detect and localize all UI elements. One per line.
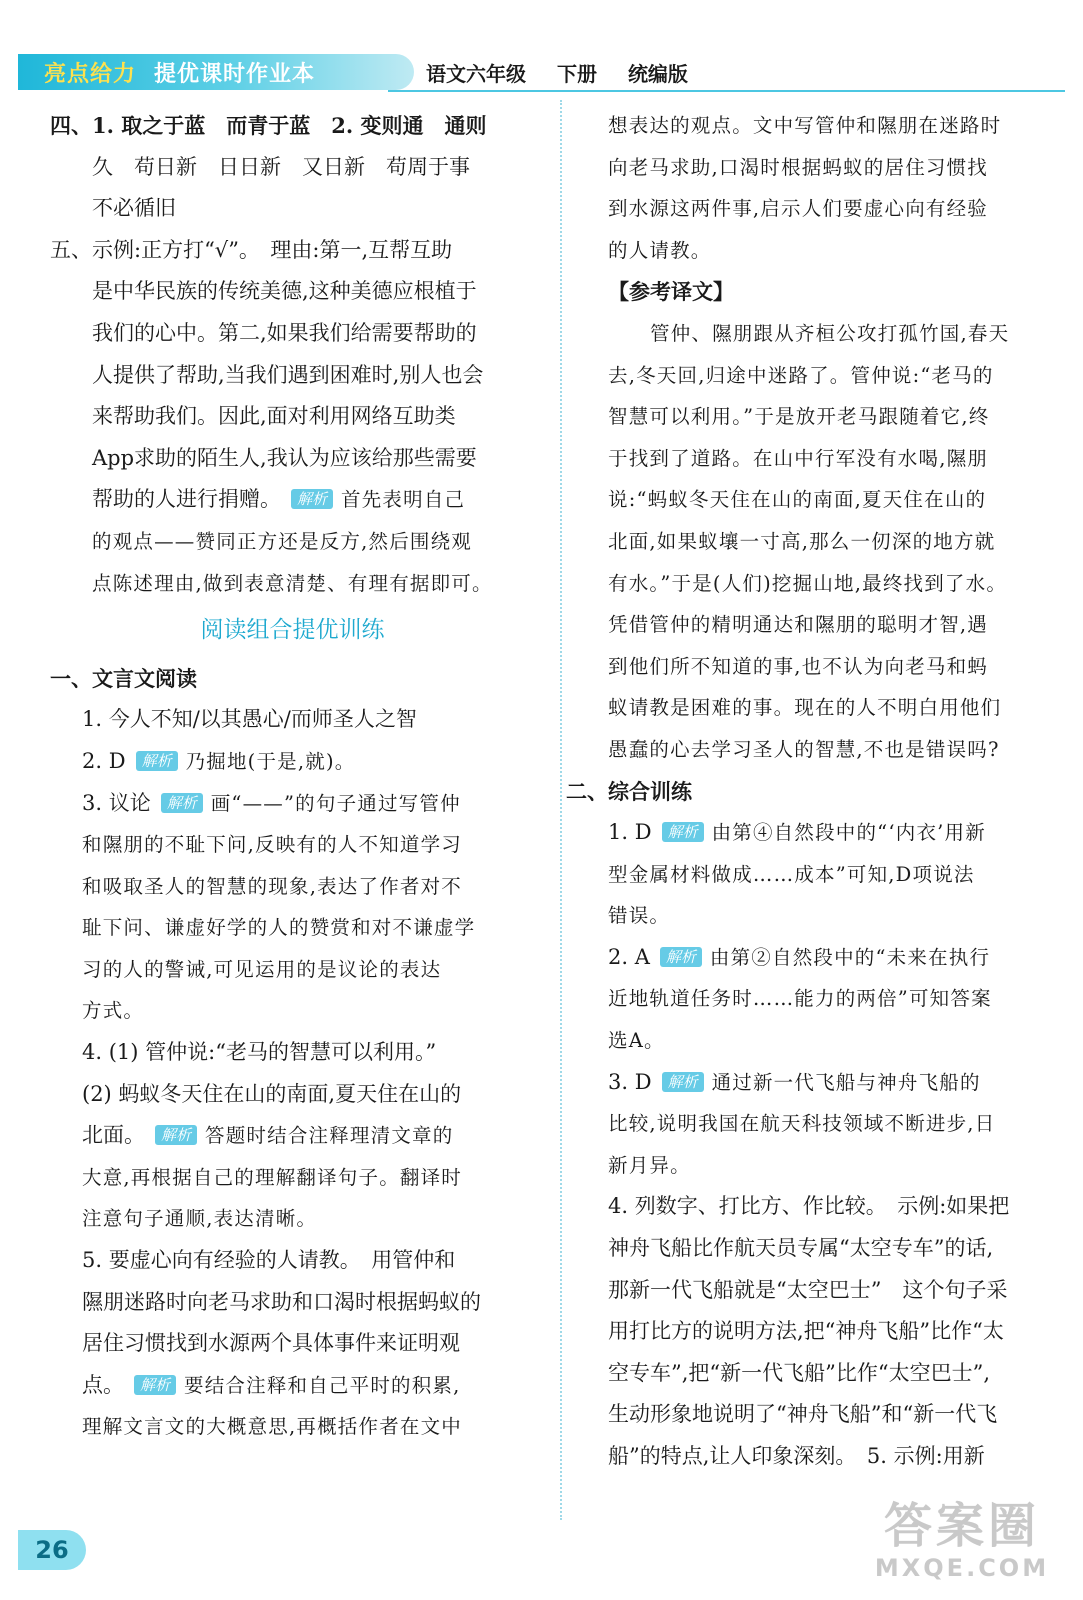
analysis-tag: 解析 (136, 751, 178, 771)
answer-line: 习的人的警诫,可见运用的是议论的表达 (82, 957, 442, 981)
subsection-title: 二、综合训练 (566, 778, 692, 804)
answer-line: 四、1. 取之于蓝 而青于蓝 2. 变则通 通则 (50, 113, 487, 138)
analysis-tag: 解析 (155, 1125, 197, 1145)
translation-title: 【参考译文】 (608, 279, 734, 305)
column-divider (560, 100, 562, 1520)
watermark-logo (862, 1498, 1062, 1590)
translation-line: 说:“蚂蚁冬天住在山的南面,夏天住在山的 (608, 488, 987, 512)
analysis-tag: 解析 (161, 793, 203, 813)
answer-line: 神舟飞船比作航天员专属“太空专车”的话, (608, 1236, 994, 1261)
answer-line: 向老马求助,口渴时根据蚂蚁的居住习惯找 (608, 155, 988, 179)
brand-banner (18, 54, 414, 90)
header-rule (388, 90, 1065, 92)
answer-line: 的观点——赞同正方还是反方,然后围绕观 (92, 529, 472, 553)
book-title: 提优课时作业本 (154, 61, 316, 87)
analysis-tag: 解析 (291, 489, 333, 509)
answer-line: 理解文言文的大概意思,再概括作者在文中 (82, 1415, 462, 1439)
answer-line: 人提供了帮助,当我们遇到困难时,别人也会 (92, 362, 484, 387)
edition-label: 统编版 (627, 62, 688, 86)
right-column (566, 105, 1048, 1478)
answer-line: 北面。 解析 答题时结合注释理清文章的 (82, 1123, 454, 1148)
book-info (426, 58, 712, 87)
analysis-tag: 解析 (134, 1375, 176, 1395)
analysis-tag: 解析 (660, 947, 702, 967)
answer-line: 那新一代飞船就是“太空巴士” 这个句子采 (608, 1277, 1008, 1302)
answer-line: 生动形象地说明了“神舟飞船”和“新一代飞 (608, 1402, 998, 1427)
answer-line: 2. D 解析 乃掘地(于是,就)。 (82, 748, 356, 773)
answer-line: 帮助的人进行捐赠。 解析 首先表明自己 (92, 487, 466, 512)
answer-line: 4. 列数字、打比方、作比较。 示例:如果把 (608, 1194, 1010, 1219)
answer-line: 选A。 (608, 1029, 665, 1053)
watermark-text: 答案圈 (883, 1498, 1040, 1554)
subject-label: 语文六年级 (426, 62, 526, 86)
answer-line: 我们的心中。第二,如果我们给需要帮助的 (92, 320, 477, 345)
answer-line: (2) 蚂蚁冬天住在山的南面,夏天住在山的 (82, 1081, 462, 1106)
page-number: 26 (18, 1530, 86, 1570)
answer-line: 4. (1) 管仲说:“老马的智慧可以利用。” (82, 1040, 437, 1065)
translation-line: 有水。”于是(人们)挖掘山地,最终找到了水。 (608, 571, 1008, 595)
answer-line: 用打比方的说明方法,把“神舟飞船”比作“太 (608, 1319, 1004, 1344)
answer-line: 是中华民族的传统美德,这种美德应根植于 (92, 279, 477, 304)
translation-line: 到他们所不知道的事,也不认为向老马和蚂 (608, 654, 988, 678)
answer-line: 到水源这两件事,启示人们要虚心向有经验 (608, 197, 988, 221)
translation-line: 于找到了道路。在山中行军没有水喝,隰朋 (608, 446, 988, 470)
answer-line: 耻下问、谦虚好学的人的赞赏和对不谦虚学 (82, 916, 476, 940)
analysis-tag: 解析 (662, 822, 704, 842)
translation-line: 管仲、隰朋跟从齐桓公攻打孤竹国,春天 (650, 321, 1010, 345)
section-title: 阅读组合提优训练 (200, 617, 385, 644)
answer-line: 2. A 解析 由第②自然段中的“未来在执行 (608, 944, 991, 969)
volume-label: 下册 (556, 62, 597, 86)
answer-line: 久 苟日新 日日新 又日新 苟周于事 (92, 154, 470, 179)
page-header (18, 50, 1065, 94)
answer-line: 船”的特点,让人印象深刻。 5. 示例:用新 (608, 1444, 985, 1468)
translation-line: 愚蠢的心去学习圣人的智慧,不也是错误吗? (608, 737, 1000, 761)
translation-line: 去,冬天回,归途中迷路了。管仲说:“老马的 (608, 363, 994, 387)
answer-line: 来帮助我们。因此,面对利用网络互助类 (92, 404, 456, 429)
answer-line: 居住习惯找到水源两个具体事件来证明观 (82, 1331, 460, 1356)
translation-line: 蚁请教是困难的事。现在的人不明白用他们 (608, 696, 1002, 720)
answer-line: 3. D 解析 通过新一代飞船与神舟飞船的 (608, 1069, 981, 1094)
translation-line: 北面,如果蚁壤一寸高,那么一仞深的地方就 (608, 529, 996, 553)
answer-line: 型金属材料做成……成本”可知,D项说法 (608, 862, 975, 886)
answer-line: 1. D 解析 由第④自然段中的“‘内衣’用新 (608, 820, 986, 845)
answer-line: 比较,说明我国在航天科技领域不断进步,日 (608, 1112, 996, 1136)
analysis-tag: 解析 (662, 1072, 704, 1092)
answer-line: App求助的陌生人,我认为应该给那些需要 (92, 445, 477, 470)
answer-line: 隰朋迷路时向老马求助和口渴时根据蚂蚁的 (82, 1289, 481, 1314)
left-column (50, 105, 535, 1448)
answer-line: 想表达的观点。文中写管仲和隰朋在迷路时 (608, 114, 1002, 137)
answer-line: 空专车”,把“新一代飞船”比作“太空巴士”, (608, 1360, 991, 1385)
answer-line: 的人请教。 (608, 238, 712, 262)
answer-line: 注意句子通顺,表达清晰。 (82, 1207, 318, 1231)
translation-line: 凭借管仲的精明通达和隰朋的聪明才智,遇 (608, 613, 988, 637)
answer-line: 大意,再根据自己的理解翻译句子。翻译时 (82, 1165, 462, 1189)
answer-line: 点。 解析 要结合注释和自己平时的积累, (82, 1372, 461, 1397)
answer-line: 不必循旧 (92, 196, 176, 221)
answer-line: 五、示例:正方打“√”。 理由:第一,互帮互助 (50, 237, 453, 262)
answer-line: 3. 议论 解析 画“——”的句子通过写管仲 (82, 790, 461, 815)
answer-line: 错误。 (608, 904, 671, 928)
watermark-url: MXQE.COM (874, 1554, 1050, 1582)
answer-line: 和隰朋的不耻下问,反映有的人不知道学习 (82, 833, 462, 857)
answer-line: 方式。 (82, 999, 145, 1023)
answer-line: 近地轨道任务时……能力的两倍”可知答案 (608, 987, 992, 1011)
brand-name: 亮点给力 (44, 61, 137, 87)
answer-line: 5. 要虚心向有经验的人请教。 用管仲和 (82, 1248, 456, 1273)
answer-line: 新月异。 (608, 1153, 691, 1177)
answer-line: 1. 今人不知/以其愚心/而师圣人之智 (82, 707, 417, 732)
answer-line: 和吸取圣人的智慧的现象,表达了作者对不 (82, 874, 462, 898)
translation-line: 智慧可以利用。”于是放开老马跟随着它,终 (608, 405, 990, 429)
subsection-title: 一、文言文阅读 (50, 665, 197, 691)
answer-line: 点陈述理由,做到表意清楚、有理有据即可。 (92, 571, 493, 595)
